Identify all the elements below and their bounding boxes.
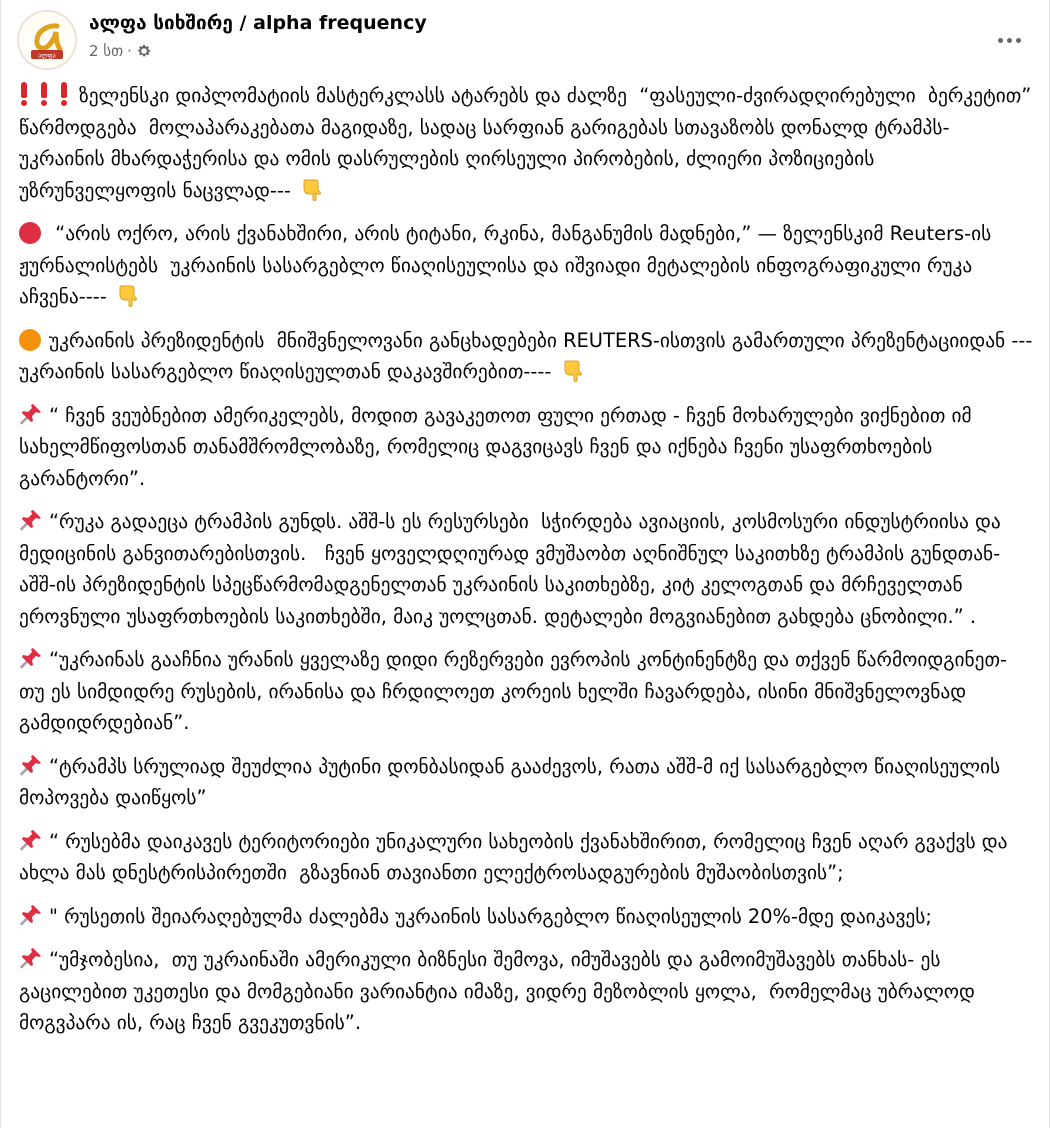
pushpin-icon — [19, 402, 43, 426]
paragraph-text: ზელენსკი დიპლომატიის მასტერკლასს ატარებს და ძალზე “ფასეული-ძვირადღირებული ბერკეტით” წარმოდგება მოლაპარაკებათა მაგიდაზე, სადაც სარფიან გარიგებას სთავაზობს დონალდ ტრამპს- უკრაინის მხარდაჭერისა და ომის დასრულების ღირსეული პირობების, ძლიერი პოზიციების უზრუნველყოფის ნაცვლად--- — [19, 84, 1044, 202]
pushpin-icon — [19, 946, 43, 970]
pushpin-icon — [19, 828, 43, 852]
post-header — [17, 10, 1033, 70]
post-paragraph-1 — [19, 80, 1044, 206]
post-paragraph-9 — [19, 901, 1035, 933]
post-paragraph-5 — [19, 506, 1035, 632]
exclamation-icon — [59, 82, 69, 106]
post-paragraph-3 — [19, 325, 1039, 388]
paragraph-text: “ ჩვენ ვეუბნებით ამერიკელებს, მოდით გავაკეთოთ ფული ერთად - ჩვენ მოხარულები ვიქნებით იმ სახელმწიფოსთან თანამშრომლობაზე, რომელიც დაგვიცავს ჩვენ და იქნება ჩვენი უსაფრთხოების გარანტორი”. — [19, 403, 978, 490]
page-name-link[interactable]: ალფა სიხშირე / alpha frequency — [89, 12, 427, 34]
paragraph-text: “უმჯობესია, თუ უკრაინაში ამერიკული ბიზნესი შემოვა, იმუშავებს და გამოიმუშავებს თანხას- ეს გაცილებით უკეთესი და მომგებიანი ვარიანტია იმაზე, ვიდრე მეზობლის ყოლა, რომელმაც უბრალოდ მოგვპარა ის, რაც ჩვენ გვეკუთვნის”. — [19, 948, 982, 1034]
pushpin-icon — [19, 508, 43, 532]
dot-icon — [998, 38, 1003, 43]
pushpin-icon — [19, 646, 43, 670]
dot-icon — [1007, 38, 1012, 43]
post-paragraph-8 — [19, 826, 1035, 889]
post-timestamp[interactable]: 2 სთ — [89, 42, 124, 60]
paragraph-text: “უკრაინას გააჩნია ურანის ყველაზე დიდი რეზერვები ევროპის კონტინენტზე და თქვენ წარმოიდგინეთ- თუ ეს სიმდიდრე რუსების, ირანისა და ჩრდილოეთ კორეის ხელში ჩავარდება, ისინი მნიშვნელოვნად გამდიდრდებიან”. — [19, 648, 1014, 734]
paragraph-text: უკრაინის პრეზიდენტის მნიშვნელოვანი განცხადებები REUTERS-ისთვის გამართული პრეზენტაციიდან --- უკრაინის სასარგებლო წიაღისეულთან დაკავშირებით---- — [19, 328, 1039, 383]
exclamation-icon — [39, 82, 49, 106]
paragraph-text: “რუკა გადაეცა ტრამპის გუნდს. აშშ-ს ეს რესურსები სჭირდება ავიაციის, კოსმოსური ინდუსტრიისა და მედიცინის განვითარებისთვის. ჩვენ ყოველდღიურად ვმუშაობთ აღნიშნულ საკითხზე ტრამპის გუნდთან- აშშ-ის პრეზიდენტის სპეცწარმომადგენელთან უკრაინის საკითხებზე, კიტ კელოგთან და მრჩეველთან ეროვნული უსაფრთხოების საკითხებში, მაიკ უოლცთან. დეტალები მოგვიანებით გახდება ცნობილი.” . — [19, 510, 1007, 628]
post-paragraph-6 — [19, 644, 1035, 739]
backhand-index-pointing-down-icon — [117, 284, 139, 308]
paragraph-text: " რუსეთის შეიარაღებულმა ძალებმა უკრაინის სასარგებლო წიაღისეულის 20%-მდე დაიკავეს; — [49, 904, 932, 928]
pushpin-icon — [19, 903, 43, 927]
post-paragraph-7 — [19, 751, 1035, 814]
post-meta — [89, 42, 152, 60]
post-paragraph-2 — [19, 218, 1035, 313]
backhand-index-pointing-down-icon — [562, 359, 584, 383]
post-body — [19, 80, 1044, 1051]
orange-circle-icon — [19, 329, 41, 351]
backhand-index-pointing-down-icon — [301, 178, 323, 202]
red-circle-icon — [19, 222, 41, 244]
paragraph-text: “ რუსებმა დაიკავეს ტერიტორიები უნიკალური სახეობის ქვანახშირით, რომელიც ჩვენ აღარ გვაქვს და ახლა მას დნესტრისპირეთში გზავნიან თავიანთი ელექტროსადგურების მუშაობისთვის”; — [19, 829, 1014, 884]
alpha-logo-icon — [19, 12, 75, 68]
exclamation-icon — [19, 82, 29, 106]
paragraph-text: “ტრამპს სრულიად შეუძლია პუტინი დონბასიდან გააძევოს, რათა აშშ-მ იქ სასარგებლო წიაღისეულის მოპოვება დაიწყოს” — [19, 754, 1007, 809]
post-paragraph-10 — [19, 944, 1035, 1039]
more-options-button[interactable] — [989, 20, 1029, 60]
post-paragraph-4 — [19, 400, 1035, 495]
paragraph-text: “არის ოქრო, არის ქვანახშირი, არის ტიტანი, რკინა, მანგანუმის მადნები,” — ზელენსკიმ Reuters-ის ჟურნალისტებს უკრაინის სასარგებლო წიაღისეულისა და იშვიადი მეტალების ინფოგრაფიკული რუკა აჩვენა---- — [19, 222, 998, 308]
page-avatar[interactable] — [17, 10, 77, 70]
dot-icon — [1016, 38, 1021, 43]
avatar-logo-text: ალფა — [38, 52, 56, 60]
gear-icon[interactable] — [136, 43, 152, 59]
pushpin-icon — [19, 753, 43, 777]
meta-separator: · — [127, 42, 132, 60]
